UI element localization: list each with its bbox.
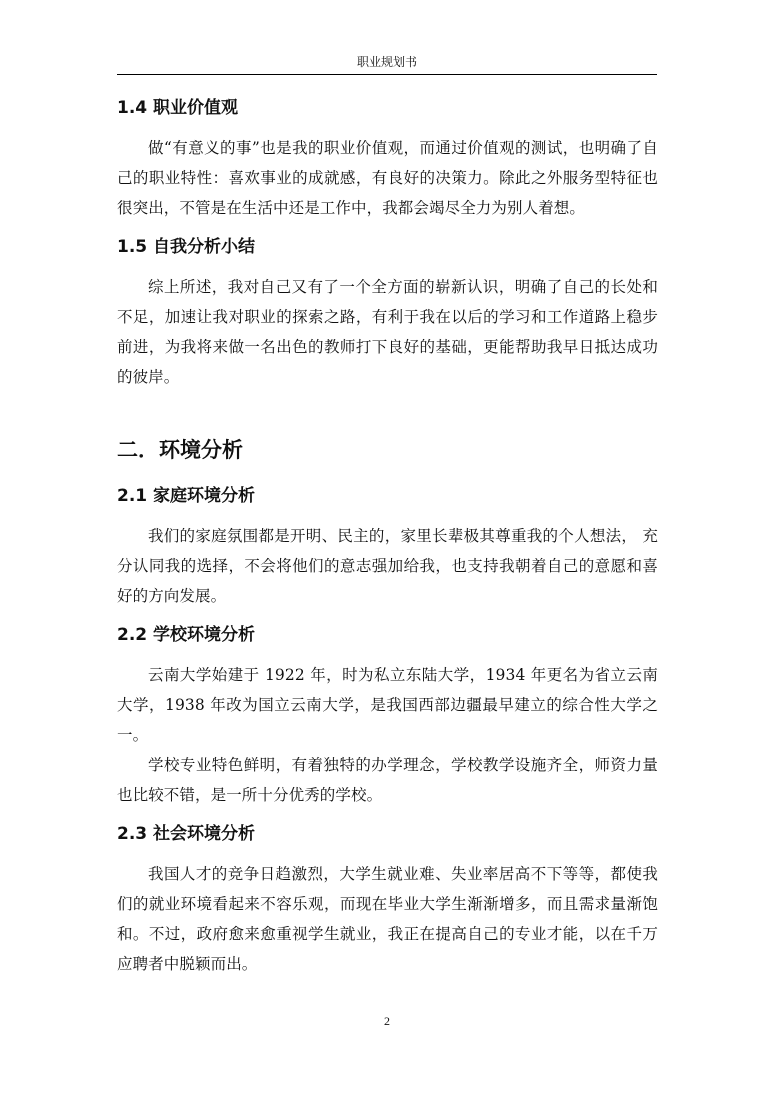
section-heading-1-5: 1.5 自我分析小结 xyxy=(117,237,256,257)
section-heading-1-4: 1.4 职业价值观 xyxy=(117,98,239,118)
paragraph: 综上所述，我对自己又有了一个全方面的崭新认识，明确了自己的长处和不足，加速让我对职业的探索之路，有利于我在以后的学习和工作道路上稳步前进，为我将来做一名出色的教师打下良好的基础，更能帮助我早日抵达成功的彼岸。 xyxy=(117,278,658,386)
section-heading-2-3: 2.3 社会环境分析 xyxy=(117,824,256,844)
page-content xyxy=(117,96,658,979)
page-header: 职业规划书 xyxy=(356,55,417,69)
paragraph: 我国人才的竞争日趋激烈，大学生就业难、失业率居高不下等等，都使我们的就业环境看起来不容乐观，而现在毕业大学生渐渐增多，而且需求量渐饱和。不过，政府愈来愈重视学生就业，我正在提高自己的专业才能，以在千万应聘者中脱颖而出。 xyxy=(117,865,658,973)
paragraph: 做“有意义的事”也是我的职业价值观，而通过价值观的测试，也明确了自己的职业特性：喜欢事业的成就感，有良好的决策力。除此之外服务型特征也很突出，不管是在生活中还是工作中，我都会竭尽全力为别人着想。 xyxy=(117,139,658,217)
header-divider xyxy=(117,74,657,75)
section-heading-2-2: 2.2 学校环境分析 xyxy=(117,625,256,645)
paragraph: 学校专业特色鲜明，有着独特的办学理念，学校教学设施齐全，师资力量也比较不错，是一所十分优秀的学校。 xyxy=(117,756,658,804)
section-heading-2-1: 2.1 家庭环境分析 xyxy=(117,486,256,506)
page-number: 2 xyxy=(384,1014,390,1028)
chapter-heading-2: 二．环境分析 xyxy=(117,438,243,462)
paragraph: 我们的家庭氛围都是开明、民主的，家里长辈极其尊重我的个人想法， 充分认同我的选择，不会将他们的意志强加给我，也支持我朝着自己的意愿和喜好的方向发展。 xyxy=(117,527,658,605)
paragraph: 云南大学始建于 1922 年，时为私立东陆大学，1934 年更名为省立云南大学，1938 年改为国立云南大学，是我国西部边疆最早建立的综合性大学之一。 xyxy=(117,666,658,744)
